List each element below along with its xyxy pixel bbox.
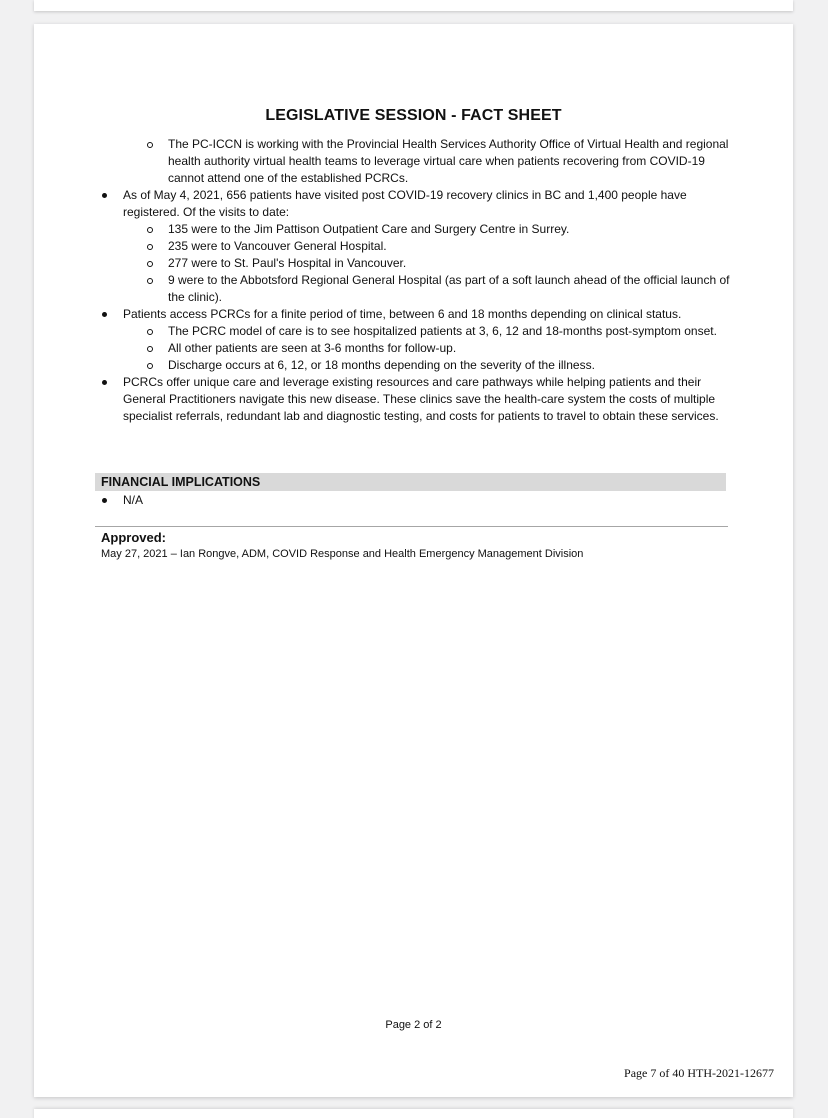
circle-bullet-icon [147, 261, 153, 267]
circle-bullet-icon [147, 227, 153, 233]
list-subitem [100, 221, 730, 238]
list-item [100, 187, 730, 221]
list-item-text: PCRCs offer unique care and leverage existing resources and care pathways while helping patients and their General Practitioners navigate this new disease. These clinics save the health-care system the costs of multiple specialist referrals, redundant lab and diagnostic testing, and costs for patients to travel to obtain these services. [123, 375, 719, 423]
list-subitem [100, 357, 730, 374]
list-item-text: N/A [123, 493, 144, 507]
section-divider [95, 526, 728, 527]
list-subitem-text: 235 were to Vancouver General Hospital. [168, 239, 387, 253]
list-item [100, 374, 730, 425]
list-subitem [100, 323, 730, 340]
previous-page-edge [34, 0, 793, 11]
next-page-edge [34, 1109, 793, 1118]
circle-bullet-icon [147, 329, 153, 335]
document-page [34, 24, 793, 1097]
document-stamp: Page 7 of 40 HTH-2021-12677 [624, 1066, 774, 1080]
list-subitem [100, 136, 730, 187]
circle-bullet-icon [147, 346, 153, 352]
list-subitem [100, 238, 730, 255]
bullet-icon [102, 193, 107, 198]
page-number-footer: Page 2 of 2 [385, 1019, 442, 1031]
fact-sheet-body [100, 136, 730, 425]
list-subitem-text: The PCRC model of care is to see hospitalized patients at 3, 6, 12 and 18-months post-symptom onset. [168, 324, 717, 338]
list-item-text: Patients access PCRCs for a finite period of time, between 6 and 18 months depending on clinical status. [123, 307, 682, 321]
list-item [100, 492, 720, 509]
approved-label: Approved: [101, 530, 166, 545]
financial-implications-heading: FINANCIAL IMPLICATIONS [95, 473, 726, 491]
list-subitem-text: 277 were to St. Paul's Hospital in Vancouver. [168, 256, 407, 270]
approval-details: May 27, 2021 – Ian Rongve, ADM, COVID Response and Health Emergency Management Division [101, 548, 584, 560]
list-subitem-text: Discharge occurs at 6, 12, or 18 months depending on the severity of the illness. [168, 358, 595, 372]
list-subitem-text: The PC-ICCN is working with the Provincial Health Services Authority Office of Virtual Health and regional health authority virtual health teams to leverage virtual care when patients recovering from COVID-19 cannot attend one of the established PCRCs. [168, 137, 729, 185]
list-subitem-text: 9 were to the Abbotsford Regional General Hospital (as part of a soft launch ahead of the official launch of the clinic). [168, 273, 730, 304]
list-subitem [100, 255, 730, 272]
circle-bullet-icon [147, 244, 153, 250]
list-subitem-text: 135 were to the Jim Pattison Outpatient Care and Surgery Centre in Surrey. [168, 222, 570, 236]
list-item [100, 306, 730, 323]
circle-bullet-icon [147, 142, 153, 148]
circle-bullet-icon [147, 363, 153, 369]
list-subitem-text: All other patients are seen at 3-6 months for follow-up. [168, 341, 457, 355]
financial-list [100, 492, 720, 509]
list-subitem [100, 272, 730, 306]
list-subitem [100, 340, 730, 357]
bullet-icon [102, 498, 107, 503]
list-item-text: As of May 4, 2021, 656 patients have visited post COVID-19 recovery clinics in BC and 1,400 people have registered. Of the visits to date: [123, 188, 687, 219]
page-title: LEGISLATIVE SESSION - FACT SHEET [265, 107, 562, 124]
bullet-icon [102, 312, 107, 317]
circle-bullet-icon [147, 278, 153, 284]
bullet-icon [102, 380, 107, 385]
